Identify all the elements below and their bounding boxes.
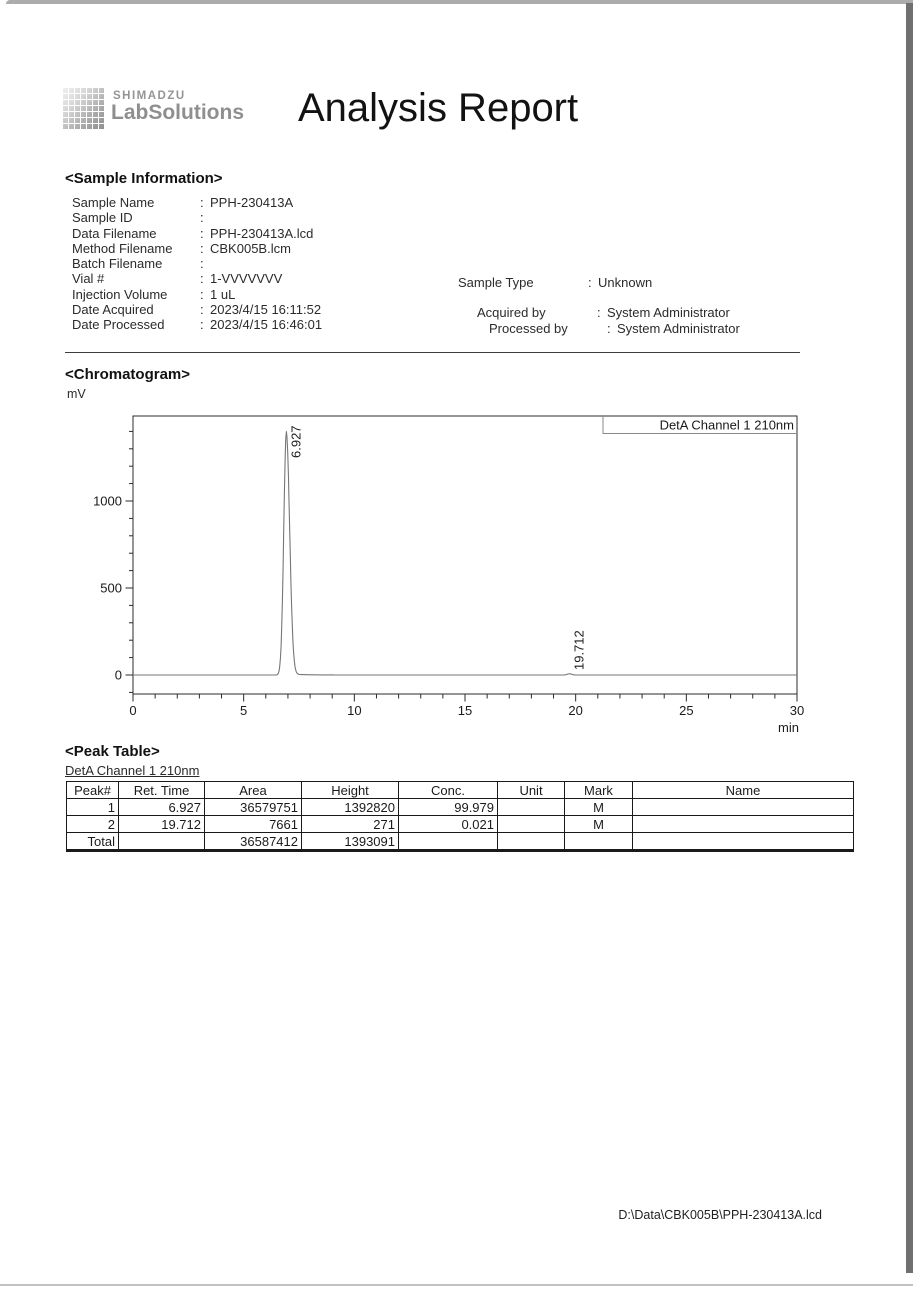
peak-table-cell [498, 816, 565, 833]
sample-info-label: Acquired by [477, 305, 546, 321]
sample-info-colon: : [200, 210, 204, 226]
peak-table-cell: 0.021 [399, 816, 498, 833]
sample-info-row [72, 226, 322, 241]
peak-table [66, 781, 854, 852]
scan-edge-top [6, 0, 913, 4]
sample-info-row [72, 302, 322, 317]
sample-info-label: Sample Type [458, 275, 534, 290]
sample-info-colon: : [200, 225, 204, 241]
peak-table-cell [633, 816, 854, 833]
sample-info-colon: : [200, 317, 204, 333]
x-axis-tick-label: 5 [240, 703, 248, 718]
sample-info-value: System Administrator [617, 320, 740, 336]
sample-info-label: Date Processed [72, 317, 165, 333]
sample-info-label: Sample ID [72, 210, 133, 226]
chromatogram-trace [133, 432, 797, 675]
sample-info-value: Unknown [598, 275, 653, 290]
sample-info-right-column [458, 275, 740, 336]
peak-table-channel-label: DetA Channel 1 210nm [65, 763, 200, 778]
sample-info-colon: : [200, 302, 204, 318]
x-axis-tick-label: 20 [568, 703, 583, 718]
peak-table-column-header: Unit [498, 782, 565, 799]
peak-retention-label: 19.712 [571, 630, 587, 670]
peak-table-cell: 36579751 [205, 799, 302, 816]
sample-info-row [477, 305, 740, 320]
sample-info-row [72, 271, 322, 286]
peak-table-column-header: Conc. [399, 782, 498, 799]
sample-info-row [72, 317, 322, 332]
data-file-path: D:\Data\CBK005B\PPH-230413A.lcd [618, 1208, 822, 1222]
peak-table-header-row [67, 782, 854, 799]
peak-table-cell [498, 799, 565, 816]
sample-info-value: 1 uL [210, 286, 236, 302]
logo-brand-text: SHIMADZU [113, 90, 186, 102]
plot-frame [133, 416, 797, 694]
chromatogram-plot [60, 400, 830, 745]
peak-table-column-header: Mark [565, 782, 633, 799]
peak-table-row [67, 799, 854, 816]
logo-product-text: LabSolutions [111, 101, 244, 124]
sample-info-label: Processed by [489, 320, 568, 336]
peak-table-heading: <Peak Table> [65, 743, 160, 760]
peak-table-cell: M [565, 816, 633, 833]
peak-table-cell: 7661 [205, 816, 302, 833]
sample-info-row [72, 210, 322, 225]
peak-table-cell: 1393091 [302, 833, 399, 851]
peak-table-cell [633, 799, 854, 816]
sample-information-heading: <Sample Information> [65, 170, 223, 187]
x-axis-tick-label: 15 [457, 703, 473, 718]
peak-retention-label: 6.927 [288, 425, 304, 458]
y-axis-tick-label: 0 [114, 667, 122, 683]
peak-table-cell: 1 [67, 799, 119, 816]
peak-table-cell: 6.927 [119, 799, 205, 816]
peak-table-cell: 2 [67, 816, 119, 833]
sample-info-colon: : [588, 275, 592, 290]
sample-info-colon: : [200, 256, 204, 272]
peak-table-cell [119, 833, 205, 851]
sample-info-label: Date Acquired [72, 302, 154, 318]
x-axis-tick-label: 25 [679, 703, 694, 718]
y-axis-tick-label: 1000 [93, 493, 122, 509]
peak-table-column-header: Ret. Time [119, 782, 205, 799]
sample-info-value: 2023/4/15 16:11:52 [210, 302, 322, 318]
sample-info-value: PPH-230413A.lcd [210, 225, 314, 241]
sample-info-colon: : [200, 286, 204, 302]
peak-table-cell: Total [67, 833, 119, 851]
sample-info-colon: : [597, 305, 601, 321]
scan-edge-bottom [0, 1284, 913, 1286]
scan-edge-right [906, 3, 913, 1273]
sample-info-colon: : [200, 271, 204, 287]
peak-table-column-header: Height [302, 782, 399, 799]
sample-info-row [489, 321, 740, 336]
peak-table-cell: 19.712 [119, 816, 205, 833]
sample-info-row [458, 275, 740, 290]
x-axis-tick-label: 30 [789, 703, 805, 718]
page-title: Analysis Report [298, 86, 579, 130]
sample-info-value: 2023/4/15 16:46:01 [210, 317, 323, 333]
peak-table-cell: 99.979 [399, 799, 498, 816]
sample-info-row [72, 256, 322, 271]
peak-table-cell: 36587412 [205, 833, 302, 851]
sample-info-value: System Administrator [607, 305, 730, 321]
x-axis-tick-label: 0 [129, 703, 137, 718]
peak-table-row [67, 816, 854, 833]
sample-info-row [72, 287, 322, 302]
peak-table-cell [565, 833, 633, 851]
sample-info-left-column [72, 195, 322, 333]
sample-info-label: Vial # [72, 271, 105, 287]
chromatogram-svg [60, 400, 830, 745]
sample-info-value: 1-VVVVVVV [210, 271, 283, 287]
sample-info-colon: : [200, 240, 204, 256]
sample-info-value: CBK005B.lcm [210, 240, 291, 256]
sample-info-row [72, 241, 322, 256]
channel-label: DetA Channel 1 210nm [659, 417, 794, 433]
y-axis-unit-label: mV [67, 387, 86, 401]
section-divider [65, 352, 800, 353]
y-axis-tick-label: 500 [100, 580, 122, 596]
sample-info-label: Batch Filename [72, 256, 163, 272]
sample-info-colon: : [200, 195, 204, 210]
chromatogram-heading: <Chromatogram> [65, 366, 191, 383]
peak-table-column-header: Name [633, 782, 854, 799]
sample-info-label: Sample Name [72, 195, 155, 210]
peak-table-column-header: Area [205, 782, 302, 799]
sample-info-label: Data Filename [72, 225, 157, 241]
peak-table-cell [498, 833, 565, 851]
x-axis-unit-label: min [778, 720, 799, 735]
x-axis-tick-label: 10 [347, 703, 362, 718]
sample-info-row [72, 195, 322, 210]
peak-table-cell: M [565, 799, 633, 816]
sample-info-label: Method Filename [72, 240, 173, 256]
peak-table-column-header: Peak# [67, 782, 119, 799]
peak-table-cell: 271 [302, 816, 399, 833]
peak-table-cell: 1392820 [302, 799, 399, 816]
shimadzu-logo-icon [63, 88, 105, 130]
sample-info-label: Injection Volume [72, 286, 168, 302]
peak-table-cell [399, 833, 498, 851]
peak-table-row [67, 833, 854, 851]
sample-info-value: PPH-230413A [210, 195, 294, 210]
sample-info-colon: : [607, 320, 611, 336]
peak-table-cell [633, 833, 854, 851]
